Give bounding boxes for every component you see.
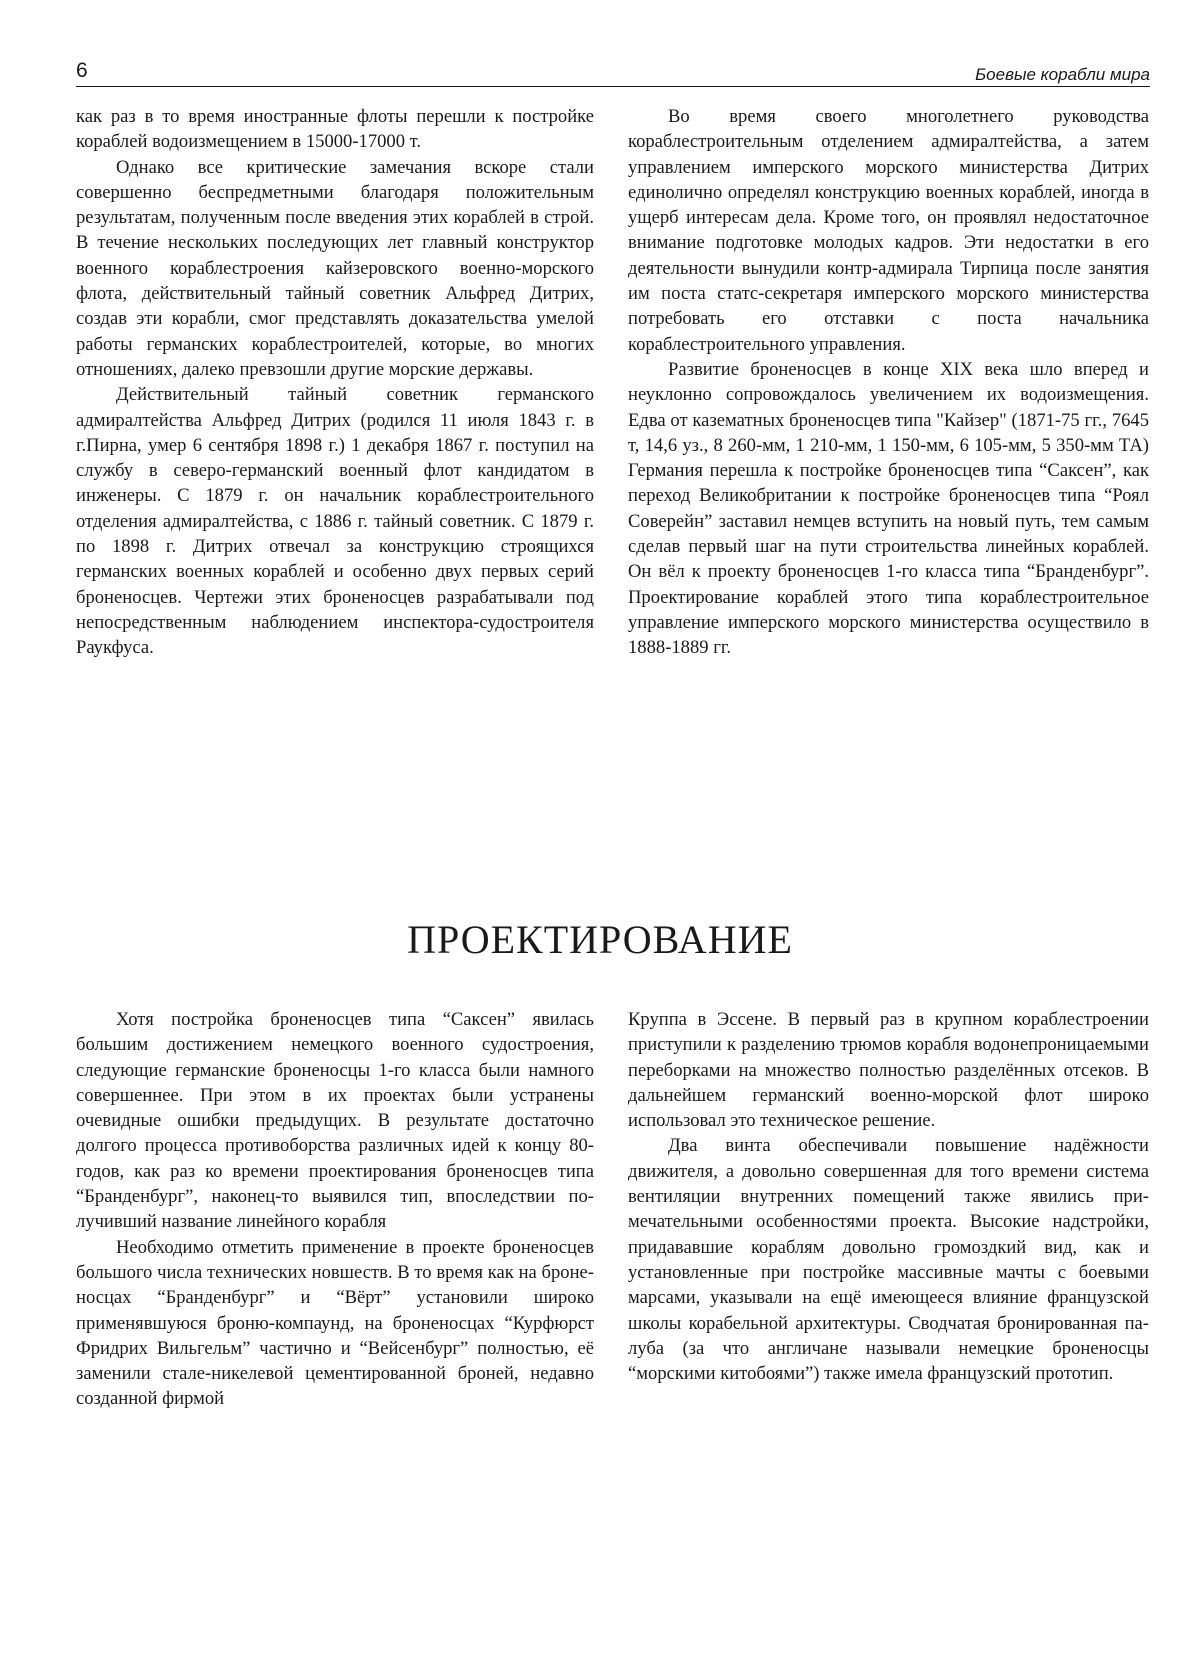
- paragraph: Круппа в Эссене. В первый раз в крупном кораблестроении приступили к разделению трюмов корабля водонепроницаемыми переборками на множество полностью разделённых отсеков. В дальнейшем германский военно-морской флот широко использовал это техническое решение.: [628, 1009, 1149, 1132]
- paragraph: как раз в то время иностранные флоты перешли к постройке кораблей водоизмещением в 15000-17000 т.: [76, 106, 594, 153]
- running-header-title: Боевые корабли мира: [975, 65, 1150, 84]
- paragraph: Развитие броненосцев в конце XIX века шло вперед и неуклонно сопровождалось увеличением их водоизмещения. Едва от казематных броненосцев типа "Кайзер" (1871-75 гг., 7645 т, 14,6 уз., 8 260-мм, 1 210-мм, 1 150-мм, 6 105-мм, 5 350-мм ТА) Германия перешла к постройке броненосцев типа “Саксен”, как переход Великобритании к постройке броненосцев типа “Роял Соверейн” заставил немцев вступить на новый путь, тем самым сделав первый шаг на пути строительства линейных кораблей. Он вёл к проекту броненосцев 1-го класса типа “Бранденбург”. Проектирование кораблей этого типа кораблестроительное управление имперского морского министерства осуществило в 1888-1889 гг.: [628, 358, 1149, 659]
- page-number: 6: [76, 59, 88, 82]
- paragraph: Однако все критические замечания вскоре стали совершенно беспредметными благодаря положительным результатам, полученным после введения этих кораблей в строй. В течение нескольких последующих лет главный конструктор военного кораблестроения кайзеровского военно-морского флота, действительный тайный советник Альфред Дитрих, создав эти корабли, смог представлять доказательства умелой работы германских кораблестроителей, которые, во многих отношениях, далеко превзошли другие морские державы.: [76, 156, 594, 380]
- bottom-right-column: [628, 1007, 1149, 1386]
- paragraph: Во время своего многолетнего руководства кораблестроительным отделением адмиралтейства, а затем управлением имперского морского министерства Дитрих единолично определял конструкцию военных кораблей, иногда в ущерб интересам дела. Кроме того, он проявлял недостаточное внимание подготовке молодых кадров. Эти недостатки в его деятельности вынудили контр-адмирала Тирпица после занятия им поста статс-секретаря имперского морского министерства потребовать его отставки с поста начальника кораблестроительного управления.: [628, 106, 1149, 355]
- paragraph: Хотя постройка броненосцев типа “Саксен” явилась большим достижением немецкого военного судостроения, следующие германские броненосцы 1-го класса были намного совершеннее. При этом в их проектах были устранены очевидные ошибки предыдущих. В результате достаточно долгого процесса противоборства различных идей к концу 80-годов, как раз ко времени проектирования броненосцев типа “Бранденбург”, наконец-то выявился тип, впоследствии получивший название линейного корабля: [76, 1009, 594, 1233]
- paragraph: Действительный тайный советник германского адмиралтейства Альфред Дитрих (родился 11 июля 1843 г. в г.Пирна, умер 6 сентября 1898 г.) 1 декабря 1867 г. поступил на службу в северо-германский военный флот кандидатом в инженеры. С 1879 г. он начальник кораблестроительного отделения адмиралтейства, с 1886 г. тайный советник. С 1879 г. по 1898 г. Дитрих отвечал за конструкцию строящихся германских военных кораблей и особенно двух первых серий броненосцев. Чертежи этих броненосцев разрабатывали под непосредственным наблюдением инспектора-судостроителя Раукфуса.: [76, 384, 594, 659]
- paragraph: Необходимо отметить применение в проекте броненосцев большого числа технических новшеств. В то время как на броненосцах “Бранденбург” и “Вёрт” установили широко применявшуюся броню-компаунд, на броненосцах “Курфюрст Фридрих Вильгельм” частично и “Вейсенбург” полностью, её заменили стале-никелевой цементированной броней, недавно созданной фирмой: [76, 1236, 594, 1410]
- paragraph: Два винта обеспечивали повышение надёжности движителя, а довольно совершенная для того времени система вентиляции внутренних помещений также явились примечательными особенностями проекта. Высокие надстройки, придававшие кораблям довольно громоздкий вид, как и установленные при постройке массивные мачты с боевыми марсами, указывали на ещё имеющееся влияние французской школы корабельной архитектуры. Сводчатая бронированная палуба (за что англичане называли немецкие броненосцы “морскими китобоями”) также имела французский прототип.: [628, 1135, 1149, 1385]
- bottom-left-column: [76, 1007, 594, 1412]
- section-heading: ПРОЕКТИРОВАНИЕ: [407, 917, 793, 962]
- top-left-column: [76, 104, 594, 661]
- header-rule: [76, 86, 1150, 87]
- top-right-column: [628, 104, 1149, 661]
